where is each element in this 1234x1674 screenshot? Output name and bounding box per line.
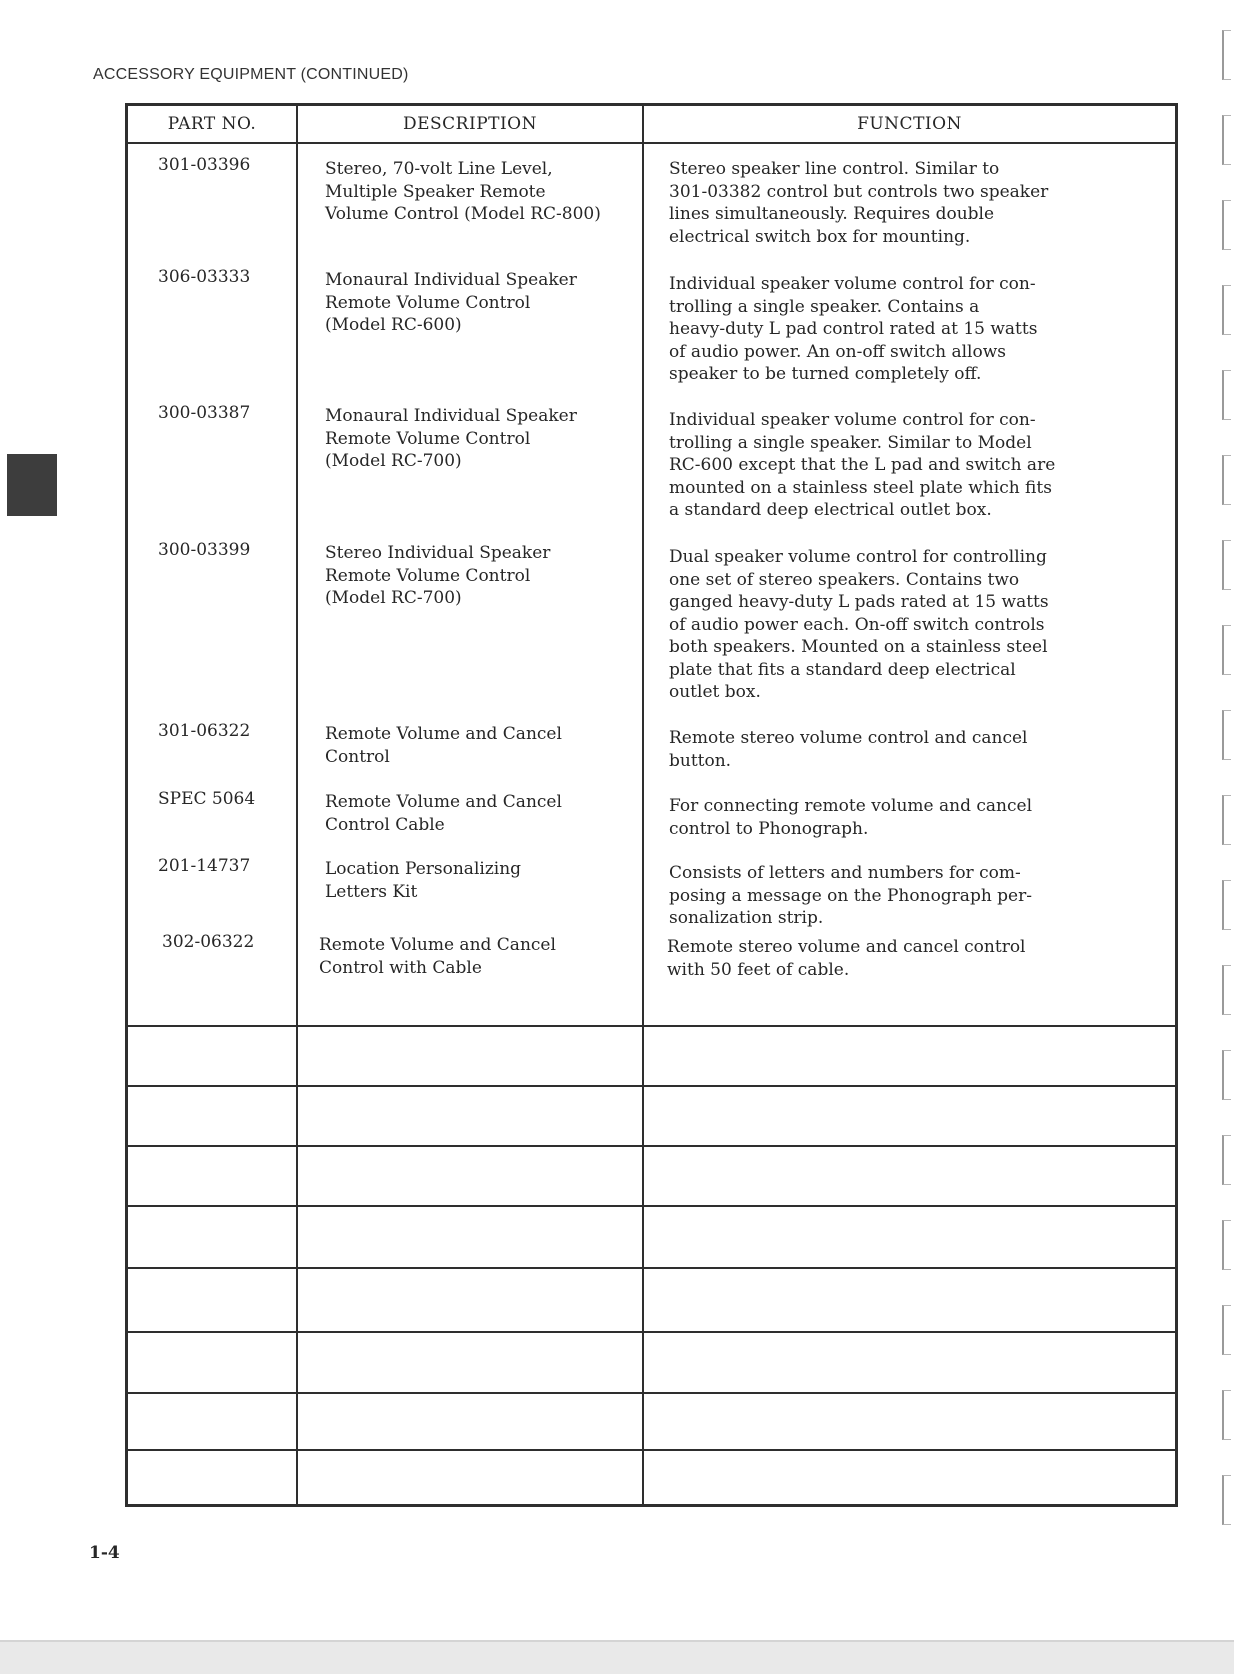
function-line: with 50 feet of cable.: [667, 959, 850, 980]
description-line: Control: [325, 746, 390, 767]
description-line: Monaural Individual Speaker: [325, 406, 577, 426]
row-rule: [128, 1267, 1175, 1269]
description-cell: [325, 405, 577, 473]
description-line: Control Cable: [325, 814, 445, 835]
index-mark: [1222, 115, 1231, 165]
page-edge-index-marks: [1222, 0, 1234, 1640]
function-cell: [669, 727, 1028, 772]
function-cell: [669, 862, 1032, 930]
index-mark: [1222, 795, 1231, 845]
part-number: 201-14737: [158, 856, 251, 876]
function-cell: [667, 936, 1026, 981]
part-number: 302-06322: [162, 932, 255, 952]
column-header-function: FUNCTION: [857, 114, 962, 134]
function-line: control to Phonograph.: [669, 818, 869, 839]
description-line: Volume Control (Model RC-800): [325, 204, 601, 224]
function-line: of audio power each. On-off switch controls: [669, 614, 1045, 635]
description-line: Remote Volume Control: [325, 292, 531, 313]
part-number: 301-06322: [158, 721, 251, 741]
description-line: Letters Kit: [325, 881, 418, 902]
row-rule: [128, 1145, 1175, 1147]
function-line: Stereo speaker line control. Similar to: [669, 159, 1000, 179]
description-cell: [319, 934, 556, 979]
function-line: heavy-duty L pad control rated at 15 watts: [669, 319, 1038, 339]
index-mark: [1222, 285, 1231, 335]
function-line: sonalization strip.: [669, 908, 824, 928]
column-divider: [642, 106, 644, 1504]
index-mark: [1222, 1220, 1231, 1270]
description-cell: [325, 858, 521, 903]
function-cell: [669, 273, 1037, 386]
function-line: mounted on a stainless steel plate which fits: [669, 477, 1052, 498]
row-rule: [128, 1205, 1175, 1207]
function-line: Individual speaker volume control for con-: [669, 410, 1036, 430]
row-rule: [128, 1025, 1175, 1027]
scan-bottom-edge: [0, 1640, 1234, 1674]
description-line: (Model RC-700): [325, 588, 462, 608]
function-line: posing a message on the Phonograph per-: [669, 885, 1032, 906]
function-cell: [669, 158, 1048, 248]
column-header-description: DESCRIPTION: [402, 114, 537, 134]
description-cell: [325, 158, 601, 226]
description-line: (Model RC-700): [325, 451, 462, 471]
description-line: Remote Volume Control: [325, 428, 531, 449]
description-cell: [325, 723, 562, 768]
part-number: 300-03399: [158, 540, 251, 560]
index-mark: [1222, 1390, 1231, 1440]
index-mark: [1222, 880, 1231, 930]
description-line: Remote Volume and Cancel: [319, 935, 556, 955]
index-mark: [1222, 455, 1231, 505]
description-line: Location Personalizing: [325, 859, 522, 879]
description-line: (Model RC-600): [325, 315, 462, 335]
function-line: plate that fits a standard deep electrical: [669, 659, 1016, 680]
description-line: Remote Volume and Cancel: [325, 724, 562, 744]
function-line: For connecting remote volume and cancel: [669, 796, 1033, 816]
description-line: Remote Volume and Cancel: [325, 792, 562, 812]
row-rule: [128, 1331, 1175, 1333]
header-rule: [128, 142, 1175, 144]
column-header-part-no: PART NO.: [167, 114, 257, 134]
function-cell: [669, 795, 1032, 840]
description-cell: [325, 542, 550, 610]
index-mark: [1222, 625, 1231, 675]
function-line: button.: [669, 750, 732, 771]
function-line: both speakers. Mounted on a stainless steel: [669, 637, 1048, 657]
index-mark: [1222, 1050, 1231, 1100]
index-mark: [1222, 1135, 1231, 1185]
function-line: trolling a single speaker. Contains a: [669, 296, 980, 317]
function-line: lines simultaneously. Requires double: [669, 204, 995, 224]
accessory-equipment-table: [125, 103, 1178, 1507]
row-rule: [128, 1392, 1175, 1394]
description-line: Multiple Speaker Remote: [325, 181, 546, 202]
function-line: RC-600 except that the L pad and switch are: [669, 455, 1056, 475]
index-mark: [1222, 370, 1231, 420]
function-line: a standard deep electrical outlet box.: [669, 500, 992, 520]
function-line: speaker to be turned completely off.: [669, 364, 982, 384]
function-line: outlet box.: [669, 682, 761, 702]
function-line: Remote stereo volume and cancel control: [667, 937, 1026, 957]
function-line: one set of stereo speakers. Contains two: [669, 569, 1020, 590]
description-line: Stereo Individual Speaker: [325, 543, 551, 563]
function-line: trolling a single speaker. Similar to Model: [669, 432, 1032, 453]
part-number: 306-03333: [158, 267, 251, 287]
function-line: Dual speaker volume control for controlling: [669, 547, 1047, 567]
index-mark: [1222, 965, 1231, 1015]
index-mark: [1222, 540, 1231, 590]
index-mark: [1222, 200, 1231, 250]
index-mark: [1222, 710, 1231, 760]
description-cell: [325, 791, 562, 836]
row-rule: [128, 1449, 1175, 1451]
function-line: Remote stereo volume control and cancel: [669, 728, 1028, 748]
function-cell: [669, 409, 1055, 522]
description-line: Remote Volume Control: [325, 565, 531, 586]
index-mark: [1222, 30, 1231, 80]
part-number: 301-03396: [158, 155, 251, 175]
part-number: 300-03387: [158, 403, 251, 423]
index-mark: [1222, 1475, 1231, 1525]
description-line: Control with Cable: [319, 957, 482, 978]
section-header: ACCESSORY EQUIPMENT (CONTINUED): [93, 66, 409, 83]
function-line: of audio power. An on-off switch allows: [669, 341, 1006, 362]
description-line: Stereo, 70-volt Line Level,: [325, 159, 553, 179]
function-line: 301-03382 control but controls two speaker: [669, 181, 1049, 202]
side-index-tab: [7, 454, 57, 516]
column-divider: [296, 106, 298, 1504]
function-line: Individual speaker volume control for con-: [669, 274, 1036, 294]
description-cell: [325, 269, 577, 337]
page-number: 1-4: [89, 1543, 120, 1563]
index-mark: [1222, 1305, 1231, 1355]
function-line: electrical switch box for mounting.: [669, 226, 971, 247]
function-cell: [669, 546, 1049, 704]
function-line: ganged heavy-duty L pads rated at 15 watts: [669, 592, 1049, 612]
description-line: Monaural Individual Speaker: [325, 270, 577, 290]
row-rule: [128, 1085, 1175, 1087]
part-number: SPEC 5064: [158, 789, 256, 809]
function-line: Consists of letters and numbers for com-: [669, 863, 1021, 883]
